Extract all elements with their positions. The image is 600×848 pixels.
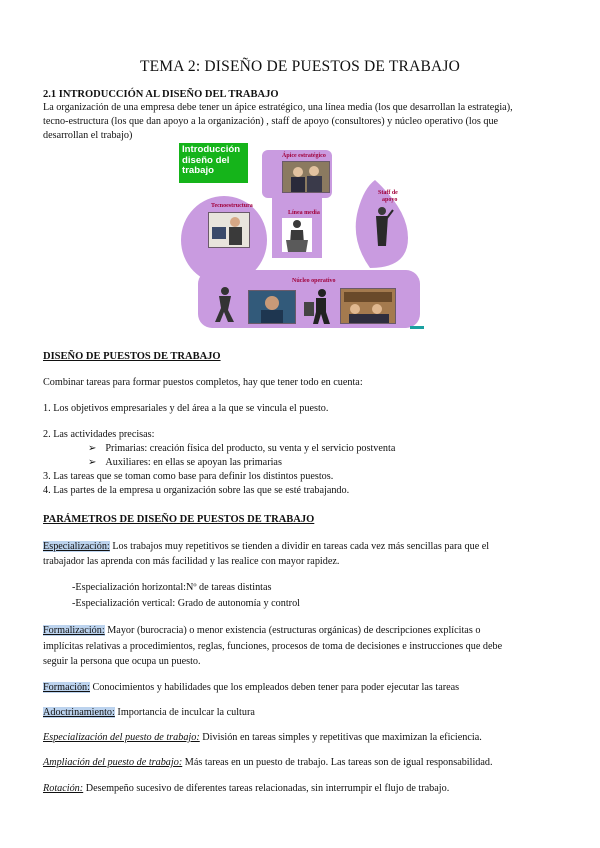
sub-list-item — [88, 442, 395, 455]
sub-definition: -Especialización horizontal:Nº de tareas distintas — [72, 582, 272, 593]
definition-line: seguir la persona que ocupa un puesto. — [43, 656, 201, 667]
parameter-formalization — [43, 624, 480, 637]
intro-label-box — [179, 143, 248, 183]
core-photo-2 — [248, 290, 296, 324]
section1-heading: 2.1 INTRODUCCIÓN AL DISEÑO DEL TRABAJO — [43, 89, 279, 100]
staff-label: Staff de — [378, 190, 398, 196]
term-highlight: Formalización: — [43, 625, 105, 636]
sub-item-text: Auxiliares: en ellas se apoyan las primarias — [105, 457, 282, 468]
definition-text: Conocimientos y habilidades que los empleados deben tener para poder ejecutar las tareas — [89, 682, 460, 693]
intro-label: diseño del — [182, 154, 230, 166]
term-highlight: Especialización: — [43, 541, 110, 552]
term-highlight: Formación: — [43, 682, 90, 693]
definition-text: Importancia de inculcar la cultura — [114, 707, 255, 718]
apex-label: Ápice estratégico — [282, 153, 326, 159]
sub-item-text: Primarias: creación física del producto, su venta y el servicio postventa — [105, 443, 396, 454]
list-item: 2. Las actividades precisas: — [43, 429, 155, 440]
section2-heading: DISEÑO DE PUESTOS DE TRABAJO — [43, 351, 221, 362]
intro-label: Introducción — [182, 144, 241, 155]
section1-line: desarrollan el trabajo) — [43, 130, 133, 141]
middle-line-figure — [282, 218, 312, 252]
definition-text: Más tareas en un puesto de trabajo. Las tareas son de igual responsabilidad. — [182, 757, 493, 768]
definition-line: implícitas relativas a procedimientos, reglas, funciones, procesos de toma de decisiones e instrucciones que debe — [43, 641, 503, 652]
staff-label: apoyo — [382, 197, 398, 203]
technostructure-label: Tecnoestructura — [211, 203, 253, 209]
term-highlight: Adoctrinamiento: — [43, 707, 115, 718]
staff-figure — [370, 206, 394, 246]
definition-text: Mayor (burocracia) o menor existencia (estructuras orgánicas) de descripciones explícitas o — [104, 625, 481, 636]
parameter-specialization — [43, 540, 489, 553]
list-item: 1. Los objetivos empresariales y del área a la que se vincula el puesto. — [43, 403, 329, 414]
definition-text: Desempeño sucesivo de diferentes tareas relacionadas, sin interrumpir el flujo de trabajo. — [83, 783, 450, 794]
section3-heading: PARÁMETROS DE DISEÑO DE PUESTOS DE TRABAJO — [43, 514, 315, 525]
sub-list-item — [88, 456, 282, 469]
definition-line: trabajador las aprenda con más facilidad y las realice con mayor rapidez. — [43, 556, 340, 567]
section1-line: La organización de una empresa debe tener un ápice estratégico, una línea media (los que desarrollan la estrategia), — [43, 102, 513, 113]
middle-line-label: Línea media — [288, 210, 320, 216]
definition-text: Los trabajos muy repetitivos se tienden a dividir en tareas cada vez más sencillas para que el — [109, 541, 490, 552]
list-item: 4. Las partes de la empresa u organización sobre las que se esté trabajando. — [43, 485, 350, 496]
page-title: TEMA 2: DISEÑO DE PUESTOS DE TRABAJO — [139, 58, 461, 75]
core-label: Núcleo operativo — [292, 278, 336, 284]
definition-text: División en tareas simples y repetitivas que maximizan la eficiencia. — [199, 732, 482, 743]
organization-diagram — [170, 140, 426, 332]
term-italic: Rotación: — [43, 783, 84, 794]
intro-label: trabajo — [182, 165, 214, 176]
core-photo-4 — [340, 288, 396, 324]
core-figure-3 — [304, 288, 332, 324]
core-figure-1 — [214, 286, 236, 322]
job-specialization — [43, 731, 482, 744]
section2-intro: Combinar tareas para formar puestos completos, hay que tener todo en cuenta: — [43, 377, 363, 388]
bullet-arrow-icon: ➢ — [88, 457, 97, 468]
sub-definition: -Especialización vertical: Grado de autonomía y control — [72, 598, 300, 609]
bullet-arrow-icon: ➢ — [88, 443, 97, 454]
term-italic: Especialización del puesto de trabajo: — [43, 732, 200, 743]
parameter-indoctrination — [43, 706, 255, 719]
job-rotation — [43, 782, 449, 795]
diagram-caption-mark — [410, 326, 424, 329]
term-italic: Ampliación del puesto de trabajo: — [43, 757, 183, 768]
apex-photo — [282, 161, 330, 193]
list-item: 3. Las tareas que se toman como base para definir los distintos puestos. — [43, 471, 334, 482]
technostructure-photo — [208, 212, 250, 248]
job-enlargement — [43, 756, 493, 769]
parameter-training — [43, 681, 459, 694]
section1-line: tecno-estructura (los que dan apoyo a la organización) , staff de apoyo (consultores) y núcleo operativo (los que — [43, 116, 499, 127]
